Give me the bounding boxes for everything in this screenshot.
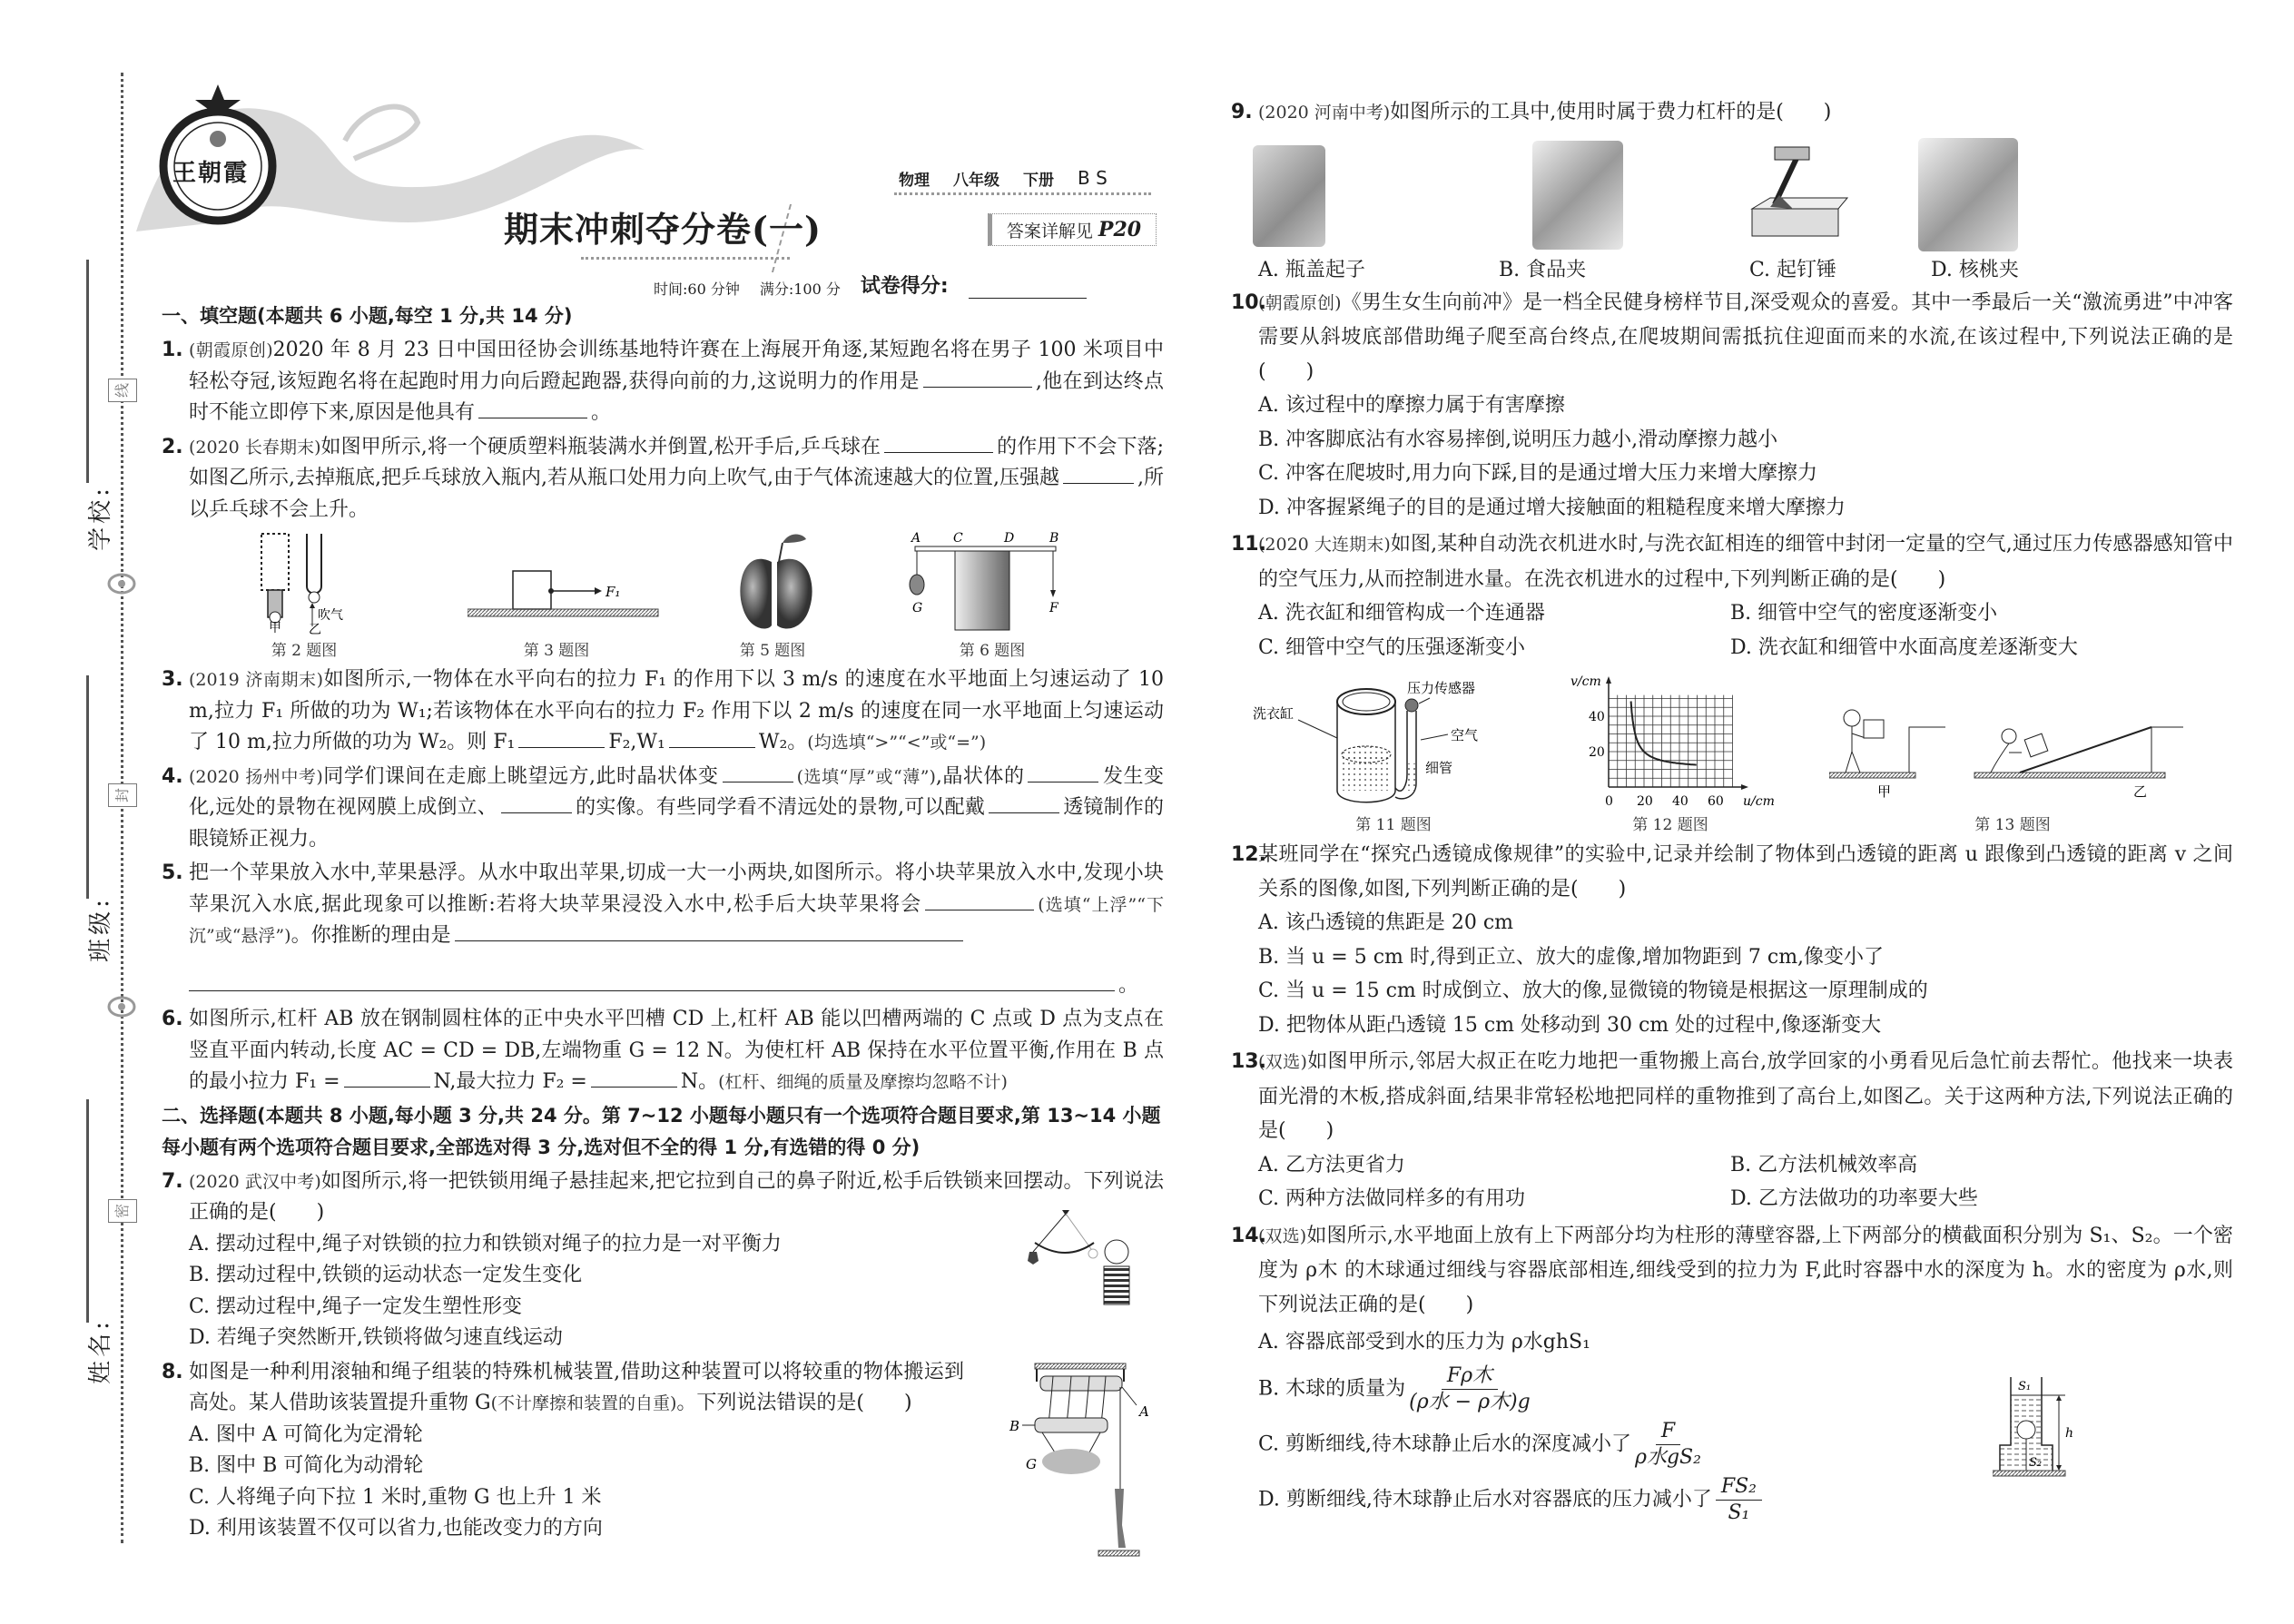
figure-caption: 第 12 题图 bbox=[1632, 816, 1708, 834]
question-source: (2020 武汉中考) bbox=[189, 1171, 321, 1192]
page-title: 期末冲刺夺分卷(一) bbox=[504, 209, 822, 250]
option-d-text: D. 剪断细线,待木球静止后水对容器底的压力减小了 bbox=[1258, 1488, 1712, 1511]
question-8 bbox=[162, 1357, 1164, 1545]
answer-blank bbox=[884, 432, 993, 453]
question-number: 9. bbox=[1231, 101, 1253, 123]
answer-blank bbox=[1028, 762, 1098, 782]
name-underline bbox=[86, 1099, 89, 1323]
question-text: ,他在到达终点时不能立即停下来,原因是他具有 bbox=[189, 369, 1165, 424]
numerator: FS₂ bbox=[1716, 1474, 1762, 1501]
question-source: (双选) bbox=[1258, 1225, 1307, 1246]
weight-g-label: G bbox=[912, 601, 923, 615]
question-text: 某班同学在“探究凸透镜成像规律”的实验中,记录并绘制了物体到凸透镜的距离 u 跟像到凸透镜的距离 v 之间关系的图像,如图,下列判断正确的是( ) bbox=[1258, 843, 2233, 901]
roller-b-label: B bbox=[1009, 1417, 1020, 1434]
question-text: 。 bbox=[1118, 973, 1139, 997]
point-d-label: D bbox=[1004, 531, 1015, 546]
question-number: 5. bbox=[162, 861, 183, 884]
figure-caption: 第 2 题图 bbox=[271, 642, 338, 660]
option-d: D. 冲客握紧绳子的目的是通过增大接触面的粗糙程度来增大摩擦力 bbox=[1258, 496, 1846, 519]
figure-q11-washer bbox=[1244, 674, 1534, 811]
option-b: B. 当 u = 5 cm 时,得到正立、放大的虚像,增加物距到 7 cm,像变小了 bbox=[1258, 945, 1885, 969]
reason-blank-line2 bbox=[189, 970, 1115, 991]
name-label: 姓名: bbox=[86, 1318, 114, 1384]
option-c: C. 两种方法做同样多的有用功 bbox=[1258, 1187, 1526, 1210]
question-text: 如图,某种自动洗衣机进水时,与洗衣缸相连的细管中封闭一定量的空气,通过压力传感器感知管中的空气压力,从而控制进水量。在洗衣机进水的过程中,下列判断正确的是( ) bbox=[1258, 533, 2234, 591]
question-source: (2019 济南期末) bbox=[189, 670, 324, 690]
answer-blank bbox=[669, 727, 755, 748]
question-number: 3. bbox=[162, 668, 183, 691]
image-walnut-cracker bbox=[1918, 138, 2018, 251]
full-score: 满分:100 分 bbox=[759, 281, 841, 298]
question-number: 10. bbox=[1231, 290, 1266, 314]
class-label: 班级: bbox=[86, 896, 114, 962]
question-text: 如图所示,将一把铁锁用绳子悬挂起来,把它拉到自己的鼻子附近,松手后铁锁来回摆动。下列说法正确的是( ) bbox=[189, 1169, 1165, 1224]
seal-mark-seal: 封 bbox=[108, 783, 137, 807]
option-row bbox=[1258, 1148, 2233, 1183]
area-s1-label: S₁ bbox=[2018, 1379, 2032, 1393]
question-14 bbox=[1231, 1219, 2233, 1526]
image-food-tongs bbox=[1532, 141, 1623, 250]
question-source: (2020 河南中考) bbox=[1258, 103, 1391, 123]
figure-q13-methods bbox=[1829, 702, 2192, 802]
answer-blank bbox=[723, 762, 793, 782]
option-c: C. 细管中空气的压强逐渐变小 bbox=[1258, 635, 1526, 659]
figure-caption: 第 6 题图 bbox=[959, 642, 1026, 660]
option-d: D. 洗衣缸和细管中水面高度差逐渐变大 bbox=[1730, 635, 2078, 659]
figure-row-1 bbox=[162, 526, 1164, 662]
question-source: (双选) bbox=[1258, 1052, 1307, 1072]
question-1 bbox=[162, 335, 1164, 429]
option-row bbox=[1258, 596, 2233, 631]
seal-mark-line: 线 bbox=[108, 379, 137, 402]
seal-mark-secret: 密 bbox=[108, 1199, 137, 1223]
yi-label: 乙 bbox=[309, 623, 321, 635]
question-4 bbox=[162, 762, 1164, 856]
x-axis-label: u/cm bbox=[1743, 794, 1775, 809]
section-fill-in-title: 一、填空题(本题共 6 小题,每空 1 分,共 14 分) bbox=[162, 305, 573, 327]
image-bottle-opener bbox=[1253, 145, 1325, 247]
question-number: 1. bbox=[162, 339, 183, 361]
option-d: D. 利用该装置不仅可以省力,也能改变力的方向 bbox=[189, 1517, 603, 1540]
option-row bbox=[1258, 631, 2233, 665]
figure-q7-pendulum bbox=[1017, 1208, 1153, 1310]
fraction bbox=[1409, 1363, 1531, 1415]
question-text: 。你推断的理由是 bbox=[290, 924, 451, 947]
answer-reference-box bbox=[988, 213, 1157, 246]
figure-q3-block bbox=[468, 562, 667, 625]
option-a: A. 图中 A 可简化为定滑轮 bbox=[189, 1422, 423, 1446]
option-a: A. 摆动过程中,绳子对铁锁的拉力和铁锁对绳子的拉力是一对平衡力 bbox=[189, 1232, 782, 1255]
question-number: 6. bbox=[162, 1008, 183, 1030]
question-number: 12. bbox=[1231, 843, 1266, 866]
area-s2-label: S₂ bbox=[2029, 1455, 2043, 1470]
question-number: 8. bbox=[162, 1360, 183, 1383]
answer-page: P20 bbox=[1098, 218, 1142, 241]
y-tick: 40 bbox=[1589, 710, 1605, 724]
tube-label: 细管 bbox=[1425, 760, 1453, 776]
figure-row-2 bbox=[1231, 664, 2233, 835]
seal-dotted-line bbox=[121, 73, 123, 1543]
option-row bbox=[1258, 1182, 2233, 1216]
question-text: 2020 年 8 月 23 日中国田径协会训练基地特许赛在上海展开角逐,某短跑名将在男子 100 米项目中轻松夺冠,该短跑名将在起跑时用力向后蹬起跑器,获得向前的力,这说明力的作用是 bbox=[189, 339, 1165, 393]
answer-blank bbox=[989, 792, 1059, 813]
roller-a-label: A bbox=[1139, 1403, 1149, 1420]
graph-grid bbox=[1609, 695, 1733, 787]
section-choice-title: 二、选择题(本题共 8 小题,每小题 3 分,共 24 分。第 7~12 小题每小题只有一个选项符合题目要求,第 13~14 小题每小题有两个选项符合题目要求,全部选对得 3 分,选对但不全的得 1 分,有选错的得 0 分) bbox=[162, 1104, 1161, 1158]
score-blank bbox=[969, 298, 1087, 299]
point-b-label: B bbox=[1049, 531, 1059, 546]
question-13 bbox=[1231, 1045, 2233, 1216]
denominator: ρ水gS₂ bbox=[1635, 1445, 1701, 1469]
question-text: 把一个苹果放入水中,苹果悬浮。从水中取出苹果,切成一大一小两块,如图所示。将小块苹果放入水中,发现小块苹果沉入水底,据此现象可以推断:若将大块苹果浸没入水中,松手后大块苹果将会 bbox=[189, 861, 1164, 916]
question-number: 13. bbox=[1231, 1050, 1266, 1073]
tub-label: 洗衣缸 bbox=[1253, 705, 1295, 722]
jia-label: 甲 bbox=[1877, 783, 1892, 800]
question-3 bbox=[162, 664, 1164, 759]
option-a: A. 容器底部受到水的压力为 ρ水ghS₁ bbox=[1258, 1331, 1590, 1353]
subject-tags bbox=[899, 167, 1108, 190]
question-number: 4. bbox=[162, 764, 183, 788]
figure-q12-uv-graph bbox=[1552, 673, 1788, 809]
answer-blank bbox=[501, 792, 572, 813]
answer-blank bbox=[1063, 463, 1134, 484]
question-text: 发生变化,远处的景物在视网膜上成倒立、 bbox=[189, 764, 1164, 819]
x-tick: 20 bbox=[1637, 794, 1653, 809]
question-text: N。 bbox=[680, 1070, 719, 1093]
figure-caption: 第 11 题图 bbox=[1355, 816, 1432, 834]
figure-caption: 第 5 题图 bbox=[739, 642, 806, 660]
fraction bbox=[1716, 1474, 1762, 1526]
header-dashes bbox=[894, 192, 1151, 195]
question-source: (2020 扬州中考) bbox=[189, 766, 323, 787]
title-dashes bbox=[581, 257, 790, 260]
exam-meta bbox=[654, 271, 1087, 299]
ornament-icon bbox=[107, 572, 136, 595]
question-note: (不计摩擦和装置的自重) bbox=[490, 1393, 677, 1413]
answer-blank bbox=[591, 1067, 677, 1088]
question-text: 如图所示的工具中,使用时属于费力杠杆的是( ) bbox=[1390, 101, 1832, 123]
option-b: B. 摆动过程中,铁锁的运动状态一定发生变化 bbox=[189, 1264, 583, 1286]
option-a: A. 瓶盖起子 bbox=[1258, 258, 1365, 281]
question-text: ,所以乒乓球不会上升。 bbox=[189, 467, 1164, 521]
question-number: 7. bbox=[162, 1169, 183, 1193]
option-c: C. 当 u = 15 cm 时成倒立、放大的像,显微镜的物镜是根据这一原理制成的 bbox=[1258, 979, 1928, 1002]
air-label: 空气 bbox=[1451, 727, 1479, 743]
question-note: (均选填“>”“<”或“=”) bbox=[807, 733, 987, 753]
option-d: D. 乙方法做功的功率要大些 bbox=[1730, 1187, 1978, 1210]
question-6 bbox=[162, 1004, 1164, 1098]
depth-h-label: h bbox=[2065, 1425, 2074, 1441]
brand-logo bbox=[150, 80, 286, 225]
weight-g-label: G bbox=[1026, 1455, 1037, 1472]
figure-caption: 第 13 题图 bbox=[1974, 816, 2051, 834]
fraction bbox=[1635, 1419, 1701, 1471]
question-note: (杠杆、细绳的质量及摩擦均忽略不计) bbox=[718, 1072, 1008, 1092]
option-d: D. 把物体从距凸透镜 15 cm 处移动到 30 cm 处的过程中,像逐渐变大 bbox=[1258, 1013, 1882, 1037]
figure-q6-lever bbox=[908, 530, 1089, 635]
brand-name: 王朝霞 bbox=[172, 160, 250, 187]
image-claw-hammer bbox=[1743, 145, 1852, 245]
question-text: 《男生女生向前冲》是一档全民健身榜样节目,深受观众的喜爱。其中一季最后一关“激流勇进”中冲客需要从斜坡底部借助绳子爬至高台终点,在爬坡期间需抵抗住迎面而来的水流,在该过程中,下列说法正确的是( ) bbox=[1258, 290, 2233, 383]
question-text: 的实像。有些同学看不清远处的景物,可以配戴 bbox=[575, 796, 986, 819]
y-tick: 20 bbox=[1589, 745, 1605, 760]
option-d: D. 若绳子突然断开,铁锁将做匀速直线运动 bbox=[189, 1326, 563, 1349]
option-c-text: C. 剪断细线,待木球静止后水的深度减小了 bbox=[1258, 1432, 1632, 1455]
option-a: A. 该过程中的摩擦力属于有害摩擦 bbox=[1258, 394, 1565, 417]
option-d: D. 核桃夹 bbox=[1931, 258, 2019, 281]
question-source: (朝霞原创) bbox=[189, 340, 273, 360]
option-c: C. 起钉锤 bbox=[1749, 258, 1837, 281]
question-text: 。 bbox=[591, 401, 612, 424]
option-b: B. 细管中空气的密度逐渐变小 bbox=[1730, 602, 1998, 625]
question-number: 14. bbox=[1231, 1224, 1266, 1247]
question-source: (2020 长春期末) bbox=[189, 437, 321, 458]
option-c: C. 冲客在爬坡时,用力向下踩,目的是通过增大压力来增大摩擦力 bbox=[1258, 462, 1818, 485]
option-c: C. 摆动过程中,绳子一定发生塑性形变 bbox=[189, 1294, 523, 1318]
question-text: ,晶状体的 bbox=[935, 764, 1025, 788]
question-11 bbox=[1231, 527, 2233, 664]
question-text: 同学们课间在走廊上眺望远方,此时晶状体变 bbox=[322, 764, 719, 788]
left-column bbox=[162, 300, 1164, 1545]
figure-q2-bottles bbox=[254, 530, 354, 635]
grade-tag: 八年级 bbox=[953, 172, 999, 190]
point-c-label: C bbox=[953, 531, 963, 546]
answer-blank bbox=[923, 367, 1032, 388]
question-text: 如图是一种利用滚轴和绳子组装的特殊机械装置,借助这种装置可以将较重的物体搬运到高处。某人借助该装置提升重物 G bbox=[189, 1360, 964, 1414]
subject-tag: 物理 bbox=[899, 172, 930, 190]
question-text: 如图所示,一物体在水平向右的拉力 F₁ 的作用下以 3 m/s 的速度在水平地面上匀速运动了 10 m,拉力 F₁ 所做的功为 W₁;若该物体在水平向右的拉力 F₂ 作用下以 2 m/s 的速度在同一水平地面上匀速运动了 10 m,拉力所做的功为 W₂。则 F₁ bbox=[189, 668, 1165, 753]
q9-image-row bbox=[1231, 131, 2233, 283]
force-label: F₁ bbox=[605, 584, 621, 600]
score-label: 试卷得分: bbox=[860, 275, 949, 298]
question-10 bbox=[1231, 286, 2233, 526]
answer-blank bbox=[518, 727, 605, 748]
question-12 bbox=[1231, 838, 2233, 1042]
school-underline bbox=[86, 260, 89, 483]
jia-label: 甲 bbox=[269, 621, 281, 635]
figure-q14-container bbox=[1993, 1375, 2120, 1480]
question-text: 如图甲所示,将一个硬质塑料瓶装满水并倒置,松开手后,乒乓球在 bbox=[320, 435, 881, 458]
question-text: F₂,W₁ bbox=[608, 731, 665, 753]
x-tick: 40 bbox=[1672, 794, 1689, 809]
option-b: B. 冲客脚底沾有水容易摔倒,说明压力越小,滑动摩擦力越小 bbox=[1258, 428, 1778, 451]
option-b-text: B. 木球的质量为 bbox=[1258, 1377, 1406, 1400]
option-b: B. 食品夹 bbox=[1499, 258, 1587, 281]
volume-tag: 下册 bbox=[1023, 172, 1054, 190]
option-a: A. 洗衣缸和细管构成一个连通器 bbox=[1258, 602, 1545, 625]
question-text: N,最大拉力 F₂ = bbox=[433, 1070, 587, 1093]
point-a-label: A bbox=[911, 531, 921, 546]
question-text: 透镜制作的眼镜矫正视力。 bbox=[189, 796, 1164, 851]
question-note: (选填“上浮”“下沉”或“悬浮”) bbox=[189, 894, 1164, 946]
answer-blank bbox=[478, 398, 587, 418]
option-d bbox=[1258, 1474, 2233, 1526]
answer-blank bbox=[925, 890, 1034, 910]
question-text: 如图所示,水平地面上放有上下两部分均为柱形的薄壁容器,上下两部分的横截面积分别为 S₁、S₂。一个密度为 ρ木 的木球通过细线与容器底部相连,细线受到的拉力为 F,此时容器中水的深度为 h。水的密度为 ρ水,则下列说法正确的是( ) bbox=[1258, 1224, 2233, 1316]
blow-label: 吹气 bbox=[318, 608, 343, 623]
question-text: 。下列说法错误的是( ) bbox=[676, 1392, 912, 1414]
school-label: 学校: bbox=[86, 485, 114, 551]
numerator: F bbox=[1656, 1419, 1680, 1445]
question-source: (朝霞原创) bbox=[1258, 292, 1342, 313]
edition-tag: B S bbox=[1078, 167, 1108, 189]
question-text: 的作用下不会下落;如图乙所示,去掉瓶底,把乒乓球放入瓶内,若从瓶口处用力向上吹气,由于气体流速越大的位置,压强越 bbox=[189, 435, 1164, 489]
time-limit: 时间:60 分钟 bbox=[654, 281, 740, 298]
option-a: A. 乙方法更省力 bbox=[1258, 1153, 1405, 1176]
question-2 bbox=[162, 432, 1164, 527]
question-source: (2020 大连期末) bbox=[1258, 535, 1391, 555]
question-9 bbox=[1231, 95, 2233, 131]
figure-q8-roller-device bbox=[999, 1362, 1153, 1561]
figure-caption: 第 3 题图 bbox=[523, 642, 590, 660]
uv-curve bbox=[1631, 702, 1697, 765]
sensor-label: 压力传感器 bbox=[1407, 680, 1476, 696]
figure-q5-apple bbox=[735, 530, 817, 635]
question-number: 2. bbox=[162, 435, 183, 458]
denominator: S₁ bbox=[1728, 1501, 1750, 1524]
option-c: C. 人将绳子向下拉 1 米时,重物 G 也上升 1 米 bbox=[189, 1485, 602, 1509]
reason-blank bbox=[455, 920, 963, 941]
answer-reference-label: 答案详解见 bbox=[1006, 221, 1093, 241]
option-b: B. 图中 B 可简化为动滑轮 bbox=[189, 1454, 424, 1477]
x-tick: 60 bbox=[1708, 794, 1724, 809]
answer-blank bbox=[344, 1067, 430, 1088]
question-note: (选填“厚”或“薄”) bbox=[796, 766, 936, 787]
question-7 bbox=[162, 1166, 1164, 1354]
numerator: Fρ木 bbox=[1442, 1363, 1498, 1390]
y-axis-label: v/cm bbox=[1570, 674, 1601, 689]
yi-label: 乙 bbox=[2133, 783, 2148, 800]
denominator: (ρ水 − ρ木)g bbox=[1409, 1390, 1531, 1413]
right-column bbox=[1231, 95, 2233, 1526]
question-number: 11. bbox=[1231, 533, 1266, 556]
ornament-icon bbox=[107, 995, 136, 1019]
x-tick: 0 bbox=[1605, 794, 1613, 809]
question-text: W₂。 bbox=[758, 731, 808, 753]
class-underline bbox=[86, 675, 89, 899]
question-5 bbox=[162, 858, 1164, 1001]
question-text: 如图所示,杠杆 AB 放在钢制圆柱体的正中央水平凹槽 CD 上,杠杆 AB 能以凹槽两端的 C 点或 D 点为支点在竖直平面内转动,长度 AC = CD = DB,左端物重 G = 12 N。为使杠杆 AB 保持在水平位置平衡,作用在 B 点的最小拉力 F₁ = bbox=[189, 1008, 1164, 1093]
force-f-label: F bbox=[1049, 601, 1058, 615]
option-b: B. 乙方法机械效率高 bbox=[1730, 1153, 1918, 1176]
question-text: 如图甲所示,邻居大叔正在吃力地把一重物搬上高台,放学回家的小勇看见后急忙前去帮忙。他找来一块表面光滑的木板,搭成斜面,结果非常轻松地把同样的重物推到了高台上,如图乙。关于这两种方法,下列说法正确的是( ) bbox=[1258, 1050, 2233, 1142]
option-a: A. 该凸透镜的焦距是 20 cm bbox=[1258, 911, 1514, 934]
